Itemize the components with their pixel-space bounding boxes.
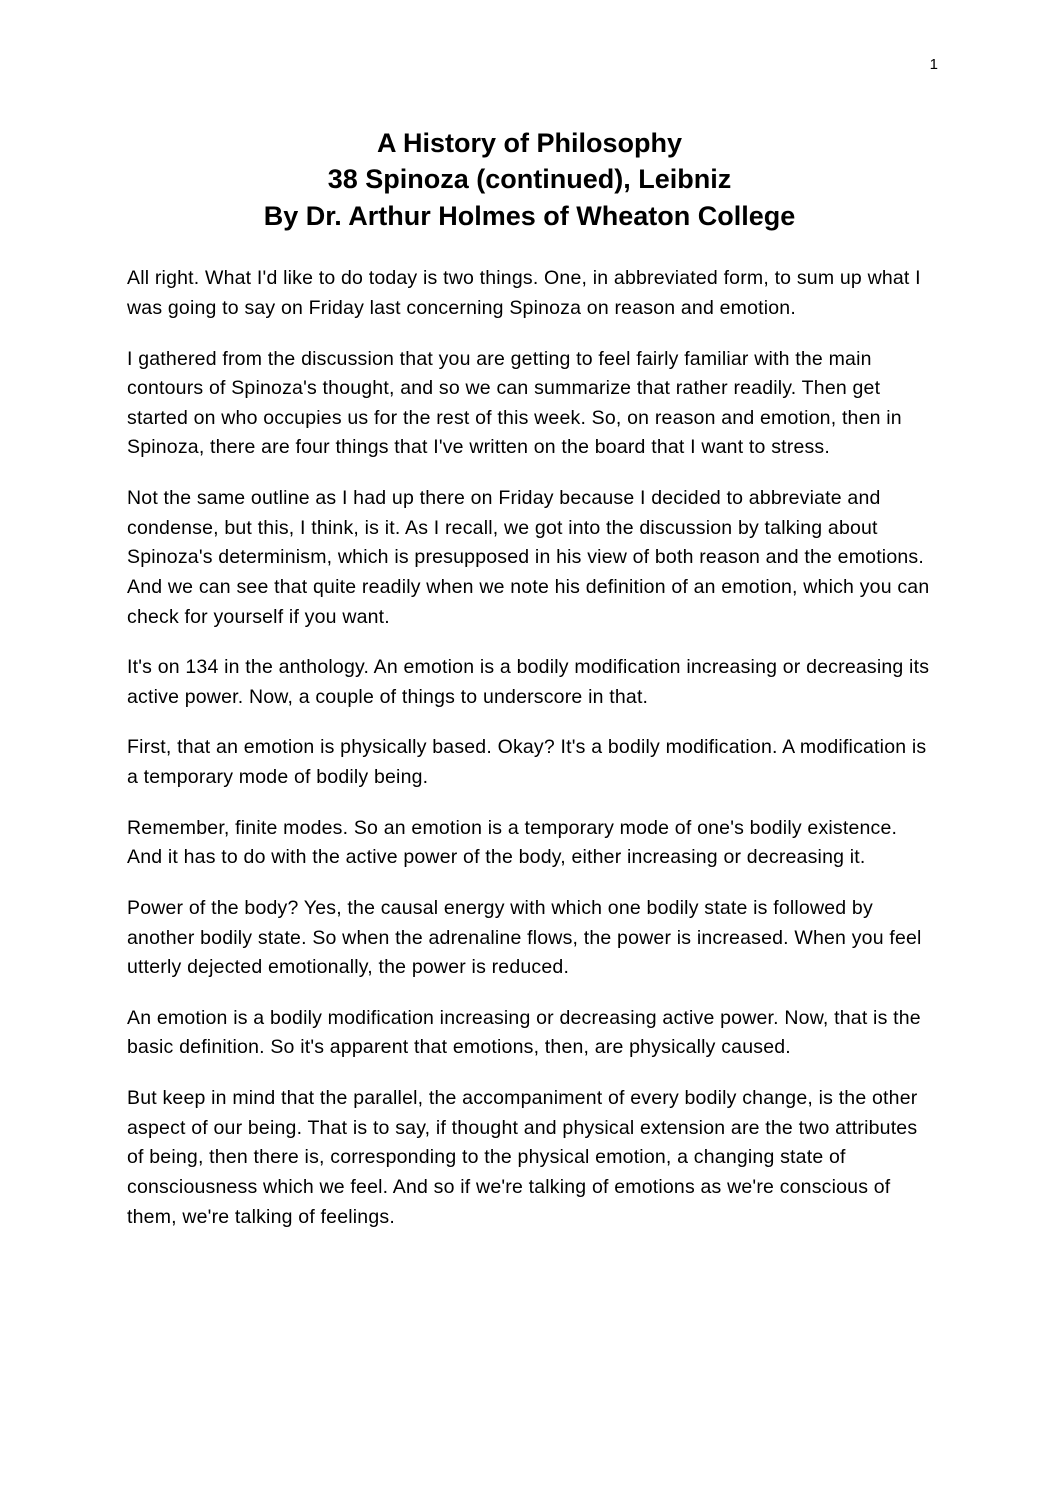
body-paragraph: Not the same outline as I had up there on Friday because I decided to abbreviate and condense, but this, I think, is it. As I recall, we got into the discussion by talking about Spinoza's determinism, which is presupposed in his view of both reason and the emotions. And we can see that quite readily when we note his definition of an emotion, which you can check for yourself if you want. xyxy=(127,487,930,628)
page-number: 1 xyxy=(929,56,938,73)
body-paragraph: An emotion is a bodily modification increasing or decreasing active power. Now, that is the basic definition. So it's apparent that emotions, then, are physically caused. xyxy=(127,1006,921,1059)
title-line-2: 38 Spinoza (continued), Leibniz xyxy=(327,164,732,195)
body-paragraph: It's on 134 in the anthology. An emotion is a bodily modification increasing or decreasing its active power. Now, a couple of things to underscore in that. xyxy=(127,656,930,708)
document-title xyxy=(127,125,932,234)
title-line-3: By Dr. Arthur Holmes of Wheaton College xyxy=(263,200,796,231)
document-content xyxy=(127,125,932,1232)
body-paragraph: Power of the body? Yes, the causal energy with which one bodily state is followed by another bodily state. So when the adrenaline flows, the power is increased. When you feel utterly dejected emotionally, the power is reduced. xyxy=(127,896,922,979)
body-paragraph: But keep in mind that the parallel, the accompaniment of every bodily change, is the other aspect of our being. That is to say, if thought and physical extension are the two attributes of being, then there is, corresponding to the physical emotion, a changing state of consciousness which we feel. And so if we're talking of emotions as we're conscious of them, we're talking of feelings. xyxy=(127,1087,918,1228)
body-paragraph: Remember, finite modes. So an emotion is a temporary mode of one's bodily existence. And it has to do with the active power of the body, either increasing or decreasing it. xyxy=(127,816,898,869)
body-paragraph: First, that an emotion is physically based. Okay? It's a bodily modification. A modification is a temporary mode of bodily being. xyxy=(127,736,927,789)
body-paragraph: All right. What I'd like to do today is two things. One, in abbreviated form, to sum up what I was going to say on Friday last concerning Spinoza on reason and emotion. xyxy=(127,267,921,319)
title-line-1: A History of Philosophy xyxy=(376,128,682,158)
body-paragraph: I gathered from the discussion that you are getting to feel fairly familiar with the main contours of Spinoza's thought, and so we can summarize that rather readily. Then get started on who occupies us for the rest of this week. So, on reason and emotion, then in Spinoza, there are four things that I've written on the board that I want to stress. xyxy=(127,347,902,459)
